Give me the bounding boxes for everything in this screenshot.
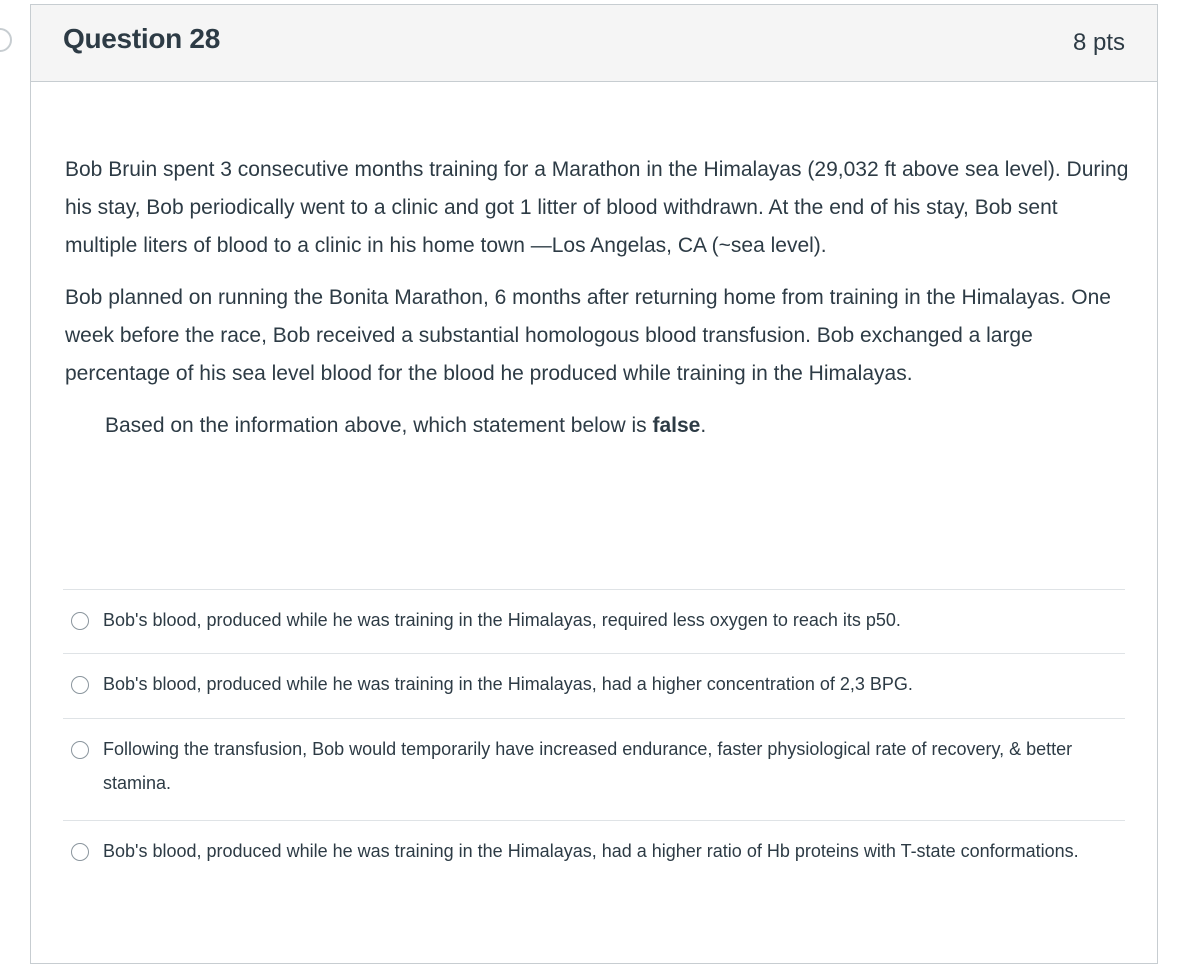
question-text (65, 151, 1135, 445)
question-points: 8 pts (1072, 29, 1125, 56)
answer-label-2[interactable]: Bob's blood, produced while he was training in the Himalayas, had a higher concentration of 2,3 BPG. (103, 674, 913, 694)
answer-radio-2[interactable] (71, 676, 89, 694)
question-header (31, 5, 1157, 82)
question-prompt (105, 407, 1135, 445)
answer-radio-4[interactable] (71, 843, 89, 861)
prompt-text: Based on the information above, which statement below is (105, 414, 653, 437)
answer-label-3[interactable]: Following the transfusion, Bob would temporarily have increased endurance, faster physiological rate of recovery, & better stamina. (103, 739, 1073, 793)
question-nav-marker (0, 28, 12, 52)
answer-radio-1[interactable] (71, 612, 89, 630)
answer-radio-3[interactable] (71, 741, 89, 759)
question-paragraph-2: Bob planned on running the Bonita Marathon, 6 months after returning home from training in the Himalayas. One week before the race, Bob received a substantial homologous blood transfusion. Bob exchanged a large percentage of his sea level blood for the blood he produced while training in the Himalayas. (65, 286, 1111, 385)
answer-option-3[interactable] (63, 718, 1125, 820)
answer-option-1[interactable] (63, 589, 1125, 653)
answer-option-4[interactable] (63, 820, 1125, 930)
answer-label-1[interactable]: Bob's blood, produced while he was training in the Himalayas, required less oxygen to reach its p50. (103, 610, 901, 630)
answer-label-4[interactable]: Bob's blood, produced while he was training in the Himalayas, had a higher ratio of Hb proteins with T-state conformations. (103, 841, 1079, 861)
question-paragraph-1: Bob Bruin spent 3 consecutive months training for a Marathon in the Himalayas (29,032 ft above sea level). During his stay, Bob periodically went to a clinic and got 1 litter of blood withdrawn. At the end of his stay, Bob sent multiple liters of blood to a clinic in his home town —Los Angelas, CA (~sea level). (65, 158, 1129, 257)
question-title: Question 28 (63, 23, 220, 54)
question-card (30, 4, 1158, 964)
answer-option-2[interactable] (63, 653, 1125, 718)
prompt-emphasis: false (652, 414, 701, 437)
answer-list (63, 589, 1125, 930)
prompt-end: . (700, 414, 707, 437)
